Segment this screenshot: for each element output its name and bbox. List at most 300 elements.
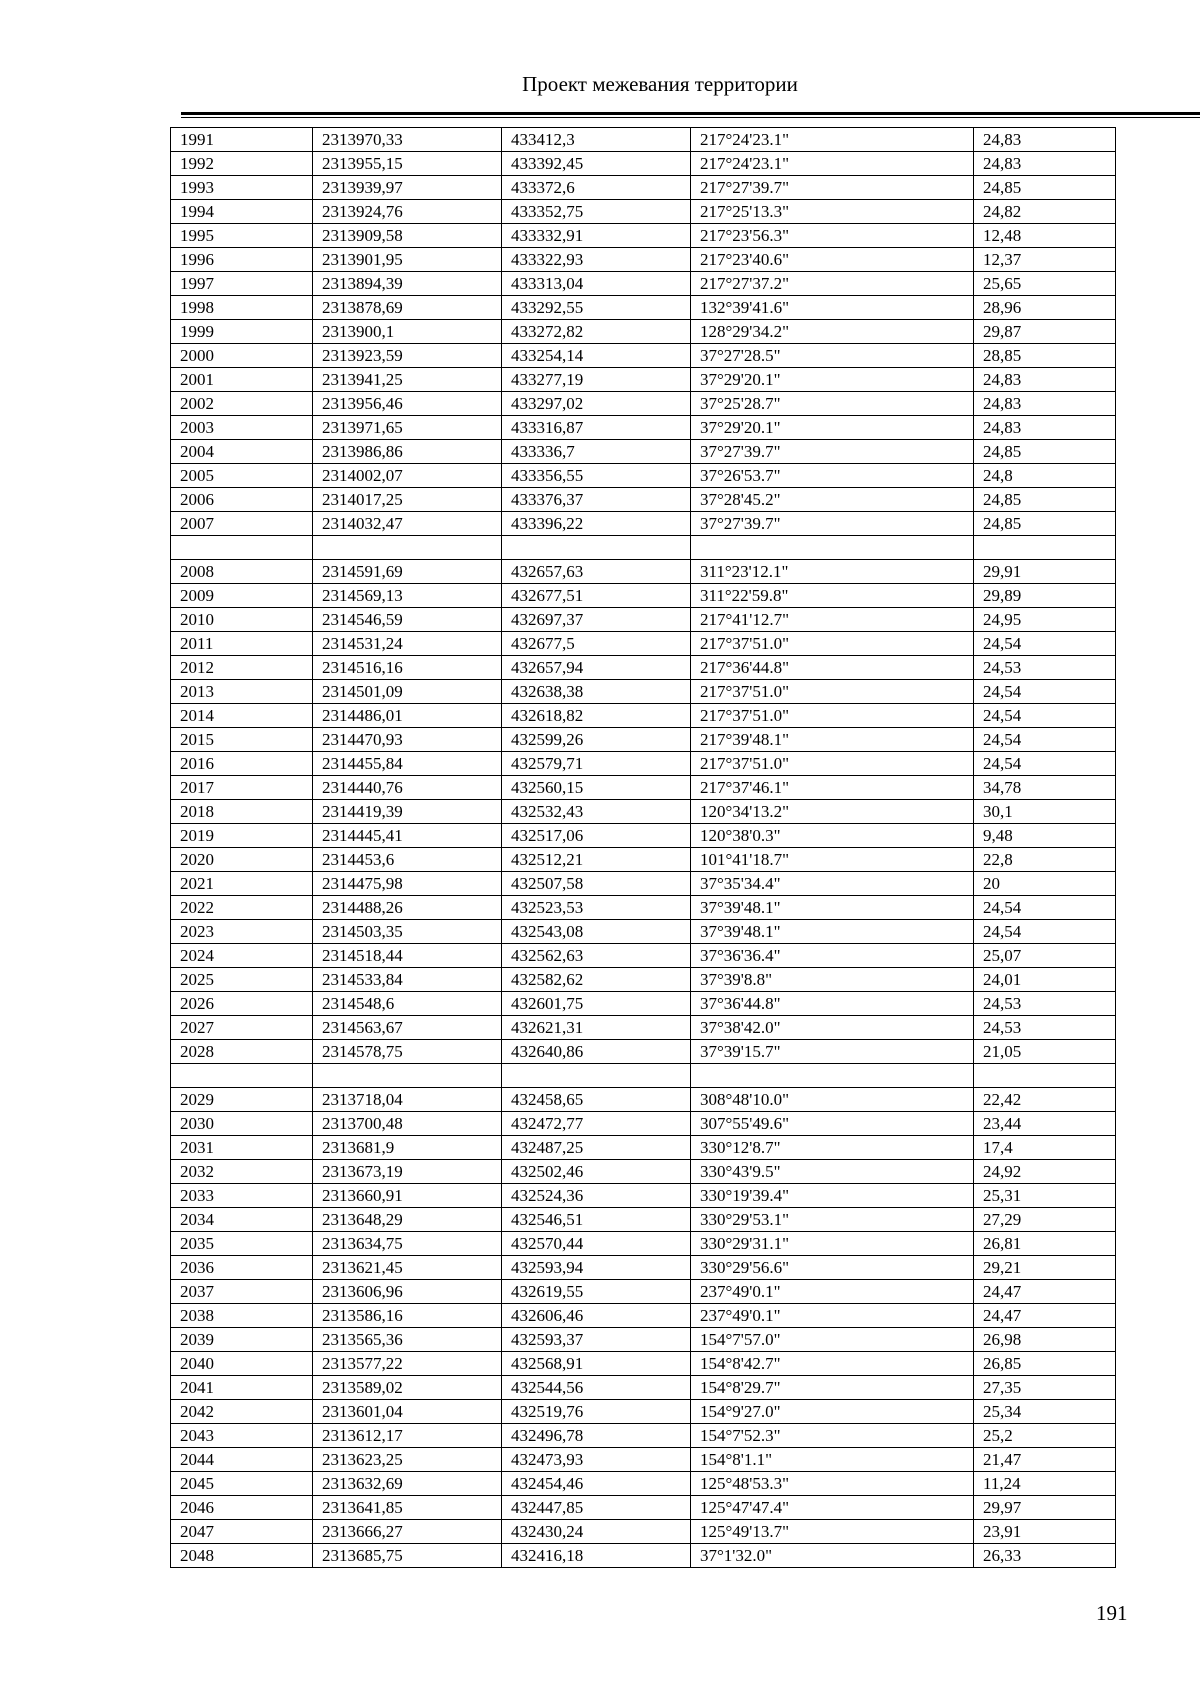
- distance-cell: 24,53: [974, 656, 1116, 680]
- point-number-cell: 2012: [171, 656, 313, 680]
- table-row: [171, 488, 1116, 512]
- x-coordinate-cell: 2314518,44: [313, 944, 502, 968]
- y-coordinate-cell: 432562,63: [502, 944, 691, 968]
- table-row: [171, 296, 1116, 320]
- direction-angle-cell: 330°29'53.1": [691, 1208, 974, 1232]
- x-coordinate-cell: 2314563,67: [313, 1016, 502, 1040]
- x-coordinate-cell: 2313700,48: [313, 1112, 502, 1136]
- point-number-cell: 2009: [171, 584, 313, 608]
- x-coordinate-cell: 2313601,04: [313, 1400, 502, 1424]
- x-coordinate-cell: 2314445,41: [313, 824, 502, 848]
- point-number-cell: 2029: [171, 1088, 313, 1112]
- y-coordinate-cell: 433392,45: [502, 152, 691, 176]
- distance-cell: 24,85: [974, 512, 1116, 536]
- distance-cell: 26,98: [974, 1328, 1116, 1352]
- table-row: [171, 344, 1116, 368]
- y-coordinate-cell: [502, 536, 691, 560]
- point-number-cell: 2031: [171, 1136, 313, 1160]
- distance-cell: 30,1: [974, 800, 1116, 824]
- x-coordinate-cell: 2313924,76: [313, 200, 502, 224]
- direction-angle-cell: 217°37'51.0": [691, 704, 974, 728]
- point-number-cell: 2039: [171, 1328, 313, 1352]
- table-row: [171, 1544, 1116, 1568]
- direction-angle-cell: 37°25'28.7": [691, 392, 974, 416]
- y-coordinate-cell: 432472,77: [502, 1112, 691, 1136]
- distance-cell: 24,54: [974, 920, 1116, 944]
- distance-cell: 11,24: [974, 1472, 1116, 1496]
- point-number-cell: 2043: [171, 1424, 313, 1448]
- y-coordinate-cell: 432517,06: [502, 824, 691, 848]
- direction-angle-cell: 128°29'34.2": [691, 320, 974, 344]
- y-coordinate-cell: 433352,75: [502, 200, 691, 224]
- y-coordinate-cell: 432544,56: [502, 1376, 691, 1400]
- y-coordinate-cell: 432657,63: [502, 560, 691, 584]
- direction-angle-cell: 125°49'13.7": [691, 1520, 974, 1544]
- x-coordinate-cell: 2313681,9: [313, 1136, 502, 1160]
- point-number-cell: [171, 1064, 313, 1088]
- x-coordinate-cell: [313, 536, 502, 560]
- point-number-cell: 2028: [171, 1040, 313, 1064]
- point-number-cell: 2025: [171, 968, 313, 992]
- table-row: [171, 320, 1116, 344]
- table-row: [171, 896, 1116, 920]
- y-coordinate-cell: 432657,94: [502, 656, 691, 680]
- y-coordinate-cell: 432599,26: [502, 728, 691, 752]
- table-row: [171, 800, 1116, 824]
- y-coordinate-cell: 432560,15: [502, 776, 691, 800]
- y-coordinate-cell: 433372,6: [502, 176, 691, 200]
- direction-angle-cell: 37°39'48.1": [691, 920, 974, 944]
- table-row: [171, 968, 1116, 992]
- distance-cell: 24,85: [974, 440, 1116, 464]
- direction-angle-cell: 217°36'44.8": [691, 656, 974, 680]
- y-coordinate-cell: 433272,82: [502, 320, 691, 344]
- point-number-cell: 2008: [171, 560, 313, 584]
- point-number-cell: 2041: [171, 1376, 313, 1400]
- y-coordinate-cell: 432458,65: [502, 1088, 691, 1112]
- direction-angle-cell: 125°47'47.4": [691, 1496, 974, 1520]
- direction-angle-cell: 37°38'42.0": [691, 1016, 974, 1040]
- point-number-cell: 2030: [171, 1112, 313, 1136]
- y-coordinate-cell: 432582,62: [502, 968, 691, 992]
- y-coordinate-cell: 433332,91: [502, 224, 691, 248]
- point-number-cell: 1995: [171, 224, 313, 248]
- point-number-cell: 2019: [171, 824, 313, 848]
- table-row: [171, 1112, 1116, 1136]
- point-number-cell: 1991: [171, 128, 313, 152]
- distance-cell: 26,33: [974, 1544, 1116, 1568]
- point-number-cell: 1992: [171, 152, 313, 176]
- table-row: [171, 608, 1116, 632]
- point-number-cell: 2018: [171, 800, 313, 824]
- distance-cell: 24,82: [974, 200, 1116, 224]
- table-row: [171, 1496, 1116, 1520]
- point-number-cell: 1996: [171, 248, 313, 272]
- table-row: [171, 680, 1116, 704]
- direction-angle-cell: 307°55'49.6": [691, 1112, 974, 1136]
- distance-cell: 9,48: [974, 824, 1116, 848]
- header-rule-thick: [181, 112, 1200, 115]
- point-number-cell: 2040: [171, 1352, 313, 1376]
- table-row: [171, 920, 1116, 944]
- distance-cell: 24,95: [974, 608, 1116, 632]
- x-coordinate-cell: 2314032,47: [313, 512, 502, 536]
- y-coordinate-cell: 432579,71: [502, 752, 691, 776]
- direction-angle-cell: 37°36'44.8": [691, 992, 974, 1016]
- x-coordinate-cell: 2314531,24: [313, 632, 502, 656]
- distance-cell: 24,92: [974, 1160, 1116, 1184]
- distance-cell: 24,83: [974, 368, 1116, 392]
- table-row: [171, 560, 1116, 584]
- direction-angle-cell: 308°48'10.0": [691, 1088, 974, 1112]
- x-coordinate-cell: 2313955,15: [313, 152, 502, 176]
- y-coordinate-cell: 432543,08: [502, 920, 691, 944]
- y-coordinate-cell: 433396,22: [502, 512, 691, 536]
- table-row: [171, 1520, 1116, 1544]
- distance-cell: 24,47: [974, 1280, 1116, 1304]
- distance-cell: 22,8: [974, 848, 1116, 872]
- distance-cell: 24,83: [974, 152, 1116, 176]
- distance-cell: 25,34: [974, 1400, 1116, 1424]
- distance-cell: 24,54: [974, 680, 1116, 704]
- distance-cell: 23,91: [974, 1520, 1116, 1544]
- x-coordinate-cell: 2313939,97: [313, 176, 502, 200]
- distance-cell: 29,21: [974, 1256, 1116, 1280]
- distance-cell: 24,83: [974, 128, 1116, 152]
- direction-angle-cell: [691, 1064, 974, 1088]
- point-number-cell: 2005: [171, 464, 313, 488]
- table-row: [171, 200, 1116, 224]
- x-coordinate-cell: 2314548,6: [313, 992, 502, 1016]
- point-number-cell: 2002: [171, 392, 313, 416]
- x-coordinate-cell: 2314501,09: [313, 680, 502, 704]
- x-coordinate-cell: 2313878,69: [313, 296, 502, 320]
- direction-angle-cell: 217°37'51.0": [691, 680, 974, 704]
- y-coordinate-cell: 432519,76: [502, 1400, 691, 1424]
- direction-angle-cell: 217°24'23.1": [691, 128, 974, 152]
- point-number-cell: [171, 536, 313, 560]
- x-coordinate-cell: 2314419,39: [313, 800, 502, 824]
- point-number-cell: 2045: [171, 1472, 313, 1496]
- separator-row: [171, 536, 1116, 560]
- coordinates-table-container: [170, 127, 1116, 1568]
- direction-angle-cell: 120°34'13.2": [691, 800, 974, 824]
- x-coordinate-cell: 2313621,45: [313, 1256, 502, 1280]
- direction-angle-cell: 330°12'8.7": [691, 1136, 974, 1160]
- x-coordinate-cell: 2313632,69: [313, 1472, 502, 1496]
- x-coordinate-cell: 2314533,84: [313, 968, 502, 992]
- point-number-cell: 2007: [171, 512, 313, 536]
- x-coordinate-cell: 2313641,85: [313, 1496, 502, 1520]
- x-coordinate-cell: 2313648,29: [313, 1208, 502, 1232]
- direction-angle-cell: 237°49'0.1": [691, 1304, 974, 1328]
- point-number-cell: 2034: [171, 1208, 313, 1232]
- point-number-cell: 2048: [171, 1544, 313, 1568]
- y-coordinate-cell: 432473,93: [502, 1448, 691, 1472]
- page-number: 191: [1096, 1601, 1128, 1625]
- x-coordinate-cell: 2313941,25: [313, 368, 502, 392]
- x-coordinate-cell: 2314591,69: [313, 560, 502, 584]
- table-row: [171, 752, 1116, 776]
- x-coordinate-cell: 2313894,39: [313, 272, 502, 296]
- y-coordinate-cell: [502, 1064, 691, 1088]
- y-coordinate-cell: 433336,7: [502, 440, 691, 464]
- y-coordinate-cell: 433412,3: [502, 128, 691, 152]
- x-coordinate-cell: 2314017,25: [313, 488, 502, 512]
- point-number-cell: 2011: [171, 632, 313, 656]
- direction-angle-cell: 217°37'51.0": [691, 752, 974, 776]
- y-coordinate-cell: 432487,25: [502, 1136, 691, 1160]
- point-number-cell: 2027: [171, 1016, 313, 1040]
- table-row: [171, 224, 1116, 248]
- point-number-cell: 2022: [171, 896, 313, 920]
- table-row: [171, 1040, 1116, 1064]
- table-row: [171, 416, 1116, 440]
- distance-cell: 22,42: [974, 1088, 1116, 1112]
- direction-angle-cell: 217°37'51.0": [691, 632, 974, 656]
- point-number-cell: 2033: [171, 1184, 313, 1208]
- distance-cell: 24,83: [974, 416, 1116, 440]
- distance-cell: 24,53: [974, 992, 1116, 1016]
- y-coordinate-cell: 433297,02: [502, 392, 691, 416]
- direction-angle-cell: 37°27'28.5": [691, 344, 974, 368]
- direction-angle-cell: 217°41'12.7": [691, 608, 974, 632]
- header-rule-thin: [181, 117, 1200, 118]
- direction-angle-cell: 37°29'20.1": [691, 416, 974, 440]
- y-coordinate-cell: 432512,21: [502, 848, 691, 872]
- table-row: [171, 512, 1116, 536]
- point-number-cell: 2024: [171, 944, 313, 968]
- x-coordinate-cell: 2313971,65: [313, 416, 502, 440]
- table-row: [171, 1376, 1116, 1400]
- x-coordinate-cell: 2313900,1: [313, 320, 502, 344]
- table-row: [171, 1088, 1116, 1112]
- distance-cell: 24,83: [974, 392, 1116, 416]
- table-row: [171, 584, 1116, 608]
- point-number-cell: 2003: [171, 416, 313, 440]
- direction-angle-cell: 154°8'1.1": [691, 1448, 974, 1472]
- distance-cell: 17,4: [974, 1136, 1116, 1160]
- distance-cell: 29,89: [974, 584, 1116, 608]
- distance-cell: 25,2: [974, 1424, 1116, 1448]
- point-number-cell: 2020: [171, 848, 313, 872]
- y-coordinate-cell: 432568,91: [502, 1352, 691, 1376]
- y-coordinate-cell: 433316,87: [502, 416, 691, 440]
- direction-angle-cell: 154°8'29.7": [691, 1376, 974, 1400]
- x-coordinate-cell: 2314516,16: [313, 656, 502, 680]
- point-number-cell: 2016: [171, 752, 313, 776]
- table-row: [171, 1280, 1116, 1304]
- distance-cell: 26,81: [974, 1232, 1116, 1256]
- y-coordinate-cell: 433292,55: [502, 296, 691, 320]
- point-number-cell: 1993: [171, 176, 313, 200]
- direction-angle-cell: 154°9'27.0": [691, 1400, 974, 1424]
- x-coordinate-cell: [313, 1064, 502, 1088]
- table-row: [171, 1232, 1116, 1256]
- x-coordinate-cell: 2313623,25: [313, 1448, 502, 1472]
- table-row: [171, 1352, 1116, 1376]
- distance-cell: 24,53: [974, 1016, 1116, 1040]
- distance-cell: 28,96: [974, 296, 1116, 320]
- distance-cell: 24,01: [974, 968, 1116, 992]
- point-number-cell: 2035: [171, 1232, 313, 1256]
- x-coordinate-cell: 2313956,46: [313, 392, 502, 416]
- table-row: [171, 1472, 1116, 1496]
- table-row: [171, 944, 1116, 968]
- direction-angle-cell: 330°43'9.5": [691, 1160, 974, 1184]
- x-coordinate-cell: 2313923,59: [313, 344, 502, 368]
- point-number-cell: 2037: [171, 1280, 313, 1304]
- direction-angle-cell: 330°29'31.1": [691, 1232, 974, 1256]
- y-coordinate-cell: 432640,86: [502, 1040, 691, 1064]
- point-number-cell: 2044: [171, 1448, 313, 1472]
- y-coordinate-cell: 432546,51: [502, 1208, 691, 1232]
- distance-cell: [974, 536, 1116, 560]
- x-coordinate-cell: 2314569,13: [313, 584, 502, 608]
- distance-cell: 24,54: [974, 752, 1116, 776]
- direction-angle-cell: 237°49'0.1": [691, 1280, 974, 1304]
- point-number-cell: 2046: [171, 1496, 313, 1520]
- direction-angle-cell: 37°29'20.1": [691, 368, 974, 392]
- point-number-cell: 2015: [171, 728, 313, 752]
- distance-cell: 24,85: [974, 176, 1116, 200]
- direction-angle-cell: 330°29'56.6": [691, 1256, 974, 1280]
- point-number-cell: 1999: [171, 320, 313, 344]
- table-row: [171, 872, 1116, 896]
- distance-cell: 25,31: [974, 1184, 1116, 1208]
- direction-angle-cell: 217°27'37.2": [691, 272, 974, 296]
- x-coordinate-cell: 2313909,58: [313, 224, 502, 248]
- x-coordinate-cell: 2314455,84: [313, 752, 502, 776]
- point-number-cell: 1997: [171, 272, 313, 296]
- direction-angle-cell: 154°8'42.7": [691, 1352, 974, 1376]
- x-coordinate-cell: 2314488,26: [313, 896, 502, 920]
- table-row: [171, 1184, 1116, 1208]
- y-coordinate-cell: 432677,51: [502, 584, 691, 608]
- table-row: [171, 1208, 1116, 1232]
- direction-angle-cell: 217°23'40.6": [691, 248, 974, 272]
- distance-cell: 24,54: [974, 728, 1116, 752]
- table-row: [171, 1160, 1116, 1184]
- y-coordinate-cell: 432502,46: [502, 1160, 691, 1184]
- distance-cell: 29,91: [974, 560, 1116, 584]
- distance-cell: 34,78: [974, 776, 1116, 800]
- point-number-cell: 2013: [171, 680, 313, 704]
- x-coordinate-cell: 2313673,19: [313, 1160, 502, 1184]
- point-number-cell: 2047: [171, 1520, 313, 1544]
- direction-angle-cell: [691, 536, 974, 560]
- y-coordinate-cell: 432496,78: [502, 1424, 691, 1448]
- direction-angle-cell: 120°38'0.3": [691, 824, 974, 848]
- direction-angle-cell: 311°23'12.1": [691, 560, 974, 584]
- coordinates-table: [170, 127, 1116, 1568]
- page-header-title: Проект межевания территории: [522, 72, 798, 96]
- table-row: [171, 1136, 1116, 1160]
- point-number-cell: 2001: [171, 368, 313, 392]
- x-coordinate-cell: 2313577,22: [313, 1352, 502, 1376]
- x-coordinate-cell: 2313565,36: [313, 1328, 502, 1352]
- y-coordinate-cell: 432447,85: [502, 1496, 691, 1520]
- y-coordinate-cell: 432621,31: [502, 1016, 691, 1040]
- y-coordinate-cell: 432619,55: [502, 1280, 691, 1304]
- y-coordinate-cell: 432593,94: [502, 1256, 691, 1280]
- direction-angle-cell: 330°19'39.4": [691, 1184, 974, 1208]
- point-number-cell: 2000: [171, 344, 313, 368]
- y-coordinate-cell: 433277,19: [502, 368, 691, 392]
- y-coordinate-cell: 432618,82: [502, 704, 691, 728]
- x-coordinate-cell: 2313606,96: [313, 1280, 502, 1304]
- direction-angle-cell: 217°23'56.3": [691, 224, 974, 248]
- distance-cell: 12,37: [974, 248, 1116, 272]
- distance-cell: 24,54: [974, 896, 1116, 920]
- distance-cell: 25,07: [974, 944, 1116, 968]
- point-number-cell: 2014: [171, 704, 313, 728]
- distance-cell: 27,35: [974, 1376, 1116, 1400]
- y-coordinate-cell: 432638,38: [502, 680, 691, 704]
- point-number-cell: 2038: [171, 1304, 313, 1328]
- x-coordinate-cell: 2314002,07: [313, 464, 502, 488]
- x-coordinate-cell: 2313612,17: [313, 1424, 502, 1448]
- x-coordinate-cell: 2314486,01: [313, 704, 502, 728]
- direction-angle-cell: 217°37'46.1": [691, 776, 974, 800]
- point-number-cell: 1998: [171, 296, 313, 320]
- y-coordinate-cell: 432507,58: [502, 872, 691, 896]
- x-coordinate-cell: 2313666,27: [313, 1520, 502, 1544]
- direction-angle-cell: 154°7'57.0": [691, 1328, 974, 1352]
- point-number-cell: 2017: [171, 776, 313, 800]
- y-coordinate-cell: 432677,5: [502, 632, 691, 656]
- y-coordinate-cell: 433376,37: [502, 488, 691, 512]
- point-number-cell: 2036: [171, 1256, 313, 1280]
- distance-cell: 29,97: [974, 1496, 1116, 1520]
- table-row: [171, 1400, 1116, 1424]
- direction-angle-cell: 37°39'15.7": [691, 1040, 974, 1064]
- x-coordinate-cell: 2314503,35: [313, 920, 502, 944]
- distance-cell: 28,85: [974, 344, 1116, 368]
- x-coordinate-cell: 2313901,95: [313, 248, 502, 272]
- direction-angle-cell: 37°35'34.4": [691, 872, 974, 896]
- direction-angle-cell: 37°26'53.7": [691, 464, 974, 488]
- point-number-cell: 2004: [171, 440, 313, 464]
- x-coordinate-cell: 2314475,98: [313, 872, 502, 896]
- table-row: [171, 1304, 1116, 1328]
- y-coordinate-cell: 432454,46: [502, 1472, 691, 1496]
- direction-angle-cell: 217°39'48.1": [691, 728, 974, 752]
- y-coordinate-cell: 433356,55: [502, 464, 691, 488]
- table-row: [171, 632, 1116, 656]
- separator-row: [171, 1064, 1116, 1088]
- distance-cell: 24,47: [974, 1304, 1116, 1328]
- x-coordinate-cell: 2314453,6: [313, 848, 502, 872]
- direction-angle-cell: 37°1'32.0": [691, 1544, 974, 1568]
- direction-angle-cell: 37°36'36.4": [691, 944, 974, 968]
- x-coordinate-cell: 2313589,02: [313, 1376, 502, 1400]
- table-row: [171, 272, 1116, 296]
- point-number-cell: 2032: [171, 1160, 313, 1184]
- y-coordinate-cell: 432532,43: [502, 800, 691, 824]
- y-coordinate-cell: 432606,46: [502, 1304, 691, 1328]
- table-row: [171, 824, 1116, 848]
- distance-cell: 24,85: [974, 488, 1116, 512]
- x-coordinate-cell: 2314470,93: [313, 728, 502, 752]
- table-row: [171, 128, 1116, 152]
- x-coordinate-cell: 2314578,75: [313, 1040, 502, 1064]
- table-row: [171, 440, 1116, 464]
- distance-cell: 27,29: [974, 1208, 1116, 1232]
- table-row: [171, 1256, 1116, 1280]
- table-row: [171, 656, 1116, 680]
- point-number-cell: 2010: [171, 608, 313, 632]
